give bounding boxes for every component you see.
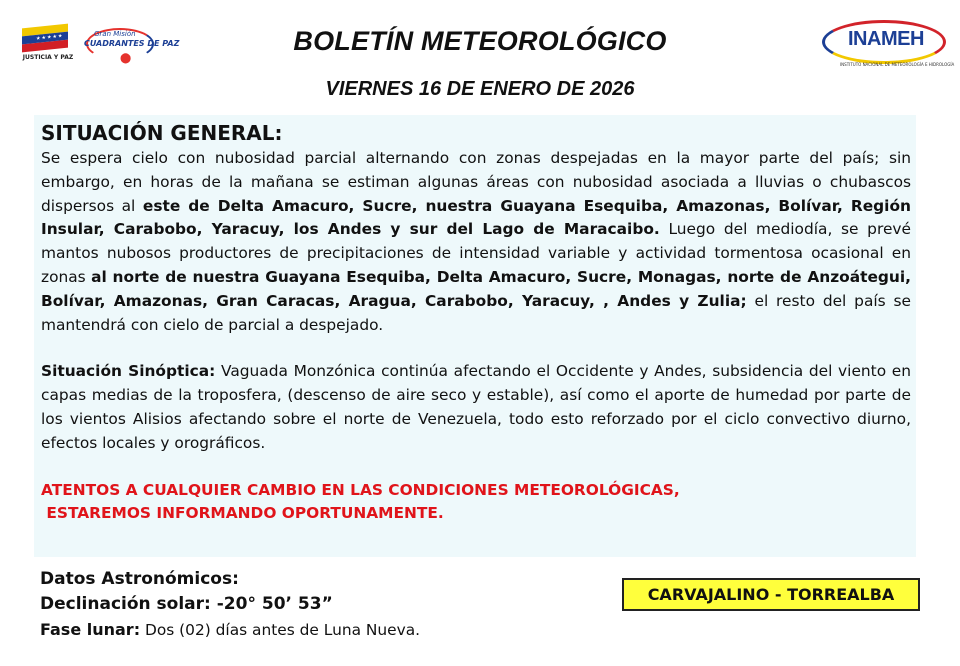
synoptic-body: Vaguada Monzónica continúa afectando el Occidente y Andes, subsidencia del viento en capas medias de la troposfera, (descenso de aire seco y estable), así como el aporte de humedad por parte de los vientos Alisios afectando sobre el norte de Venezuela, todo esto reforzado por el ciclo convectivo diurno, efectos locales y orográficos. <box>41 362 911 452</box>
general-text-part: el resto del país se mantendrá con cielo de parcial a despejado. <box>41 291 911 334</box>
general-situation-text <box>41 147 911 337</box>
alert-line-1: ATENTOS A CUALQUIER CAMBIO EN LAS CONDICIONES METEOROLÓGICAS, <box>41 480 680 499</box>
location-pin-icon: ⬤ <box>120 53 132 64</box>
morning-regions-bold: este de Delta Amacuro, Sucre, nuestra Guayana Esequiba, Amazonas, Bolívar, Región Insular, Carabobo, Yaracuy, los Andes y sur del Lago de Maracaibo. <box>41 196 911 239</box>
inameh-logo-subtext: INSTITUTO NACIONAL DE METEOROLOGÍA E HIDROLOGÍA <box>840 62 955 67</box>
general-situation-heading: SITUACIÓN GENERAL: <box>41 121 283 145</box>
astro-heading: Datos Astronómicos: <box>40 569 239 589</box>
mision-logo-line1: Gran Misión <box>94 30 136 38</box>
inameh-logo-text: INAMEH <box>848 28 924 50</box>
justicia-logo-caption: JUSTICIA Y PAZ <box>22 54 74 61</box>
general-text-part: Luego del mediodía, se prevé mantos nubosos productores de precipitaciones de intensidad variable y actividad tormentosa ocasional en zonas <box>41 220 911 286</box>
afternoon-regions-bold: al norte de nuestra Guayana Esequiba, Delta Amacuro, Sucre, Monagas, norte de Anzoátegui, Bolívar, Amazonas, Gran Caracas, Aragua, Carabobo, Yaracuy, , Andes y Zulia; <box>41 267 912 310</box>
authors-badge: CARVAJALINO - TORREALBA <box>622 578 920 611</box>
general-text-part: Se espera cielo con nubosidad parcial alternando con zonas despejadas en la mayor parte del país; sin embargo, en horas de la mañana se estiman algunas áreas con nubosidad asociada a lluvias o chubascos dispersos al <box>41 149 911 215</box>
lunar-phase-value: Dos (02) días antes de Luna Nueva. <box>140 621 421 639</box>
lunar-phase <box>40 617 600 643</box>
mision-logo-line2: CUADRANTES DE PAZ <box>84 39 180 48</box>
bulletin-date: VIERNES 16 DE ENERO DE 2026 <box>325 78 635 100</box>
lunar-phase-label: Fase lunar: <box>40 620 141 639</box>
forecast-panel <box>34 115 916 557</box>
bulletin-title: BOLETÍN METEOROLÓGICO <box>293 26 667 56</box>
inameh-logo <box>820 18 955 68</box>
synoptic-situation-text <box>41 360 911 455</box>
synoptic-label: Situación Sinóptica: <box>41 362 216 381</box>
alert-line-2: ESTAREMOS INFORMANDO OPORTUNAMENTE. <box>41 503 444 522</box>
solar-declination: Declinación solar: -20° 50’ 53” <box>40 594 333 614</box>
venezuela-flag-icon: ★★★★★ <box>22 24 68 53</box>
astronomical-data <box>40 567 600 643</box>
